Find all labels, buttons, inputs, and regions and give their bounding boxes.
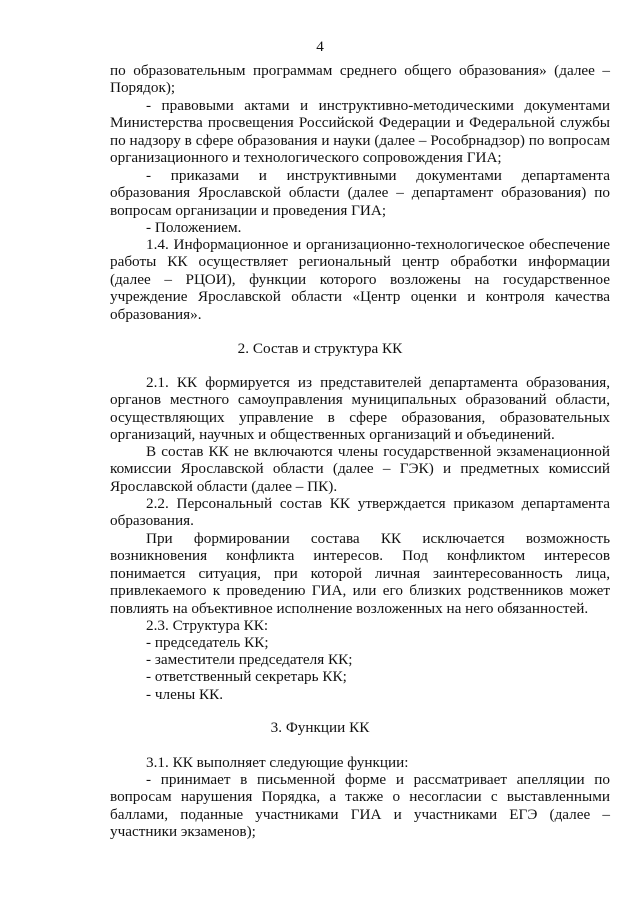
- paragraph-1-4: 1.4. Информационное и организационно-технологическое обеспечение работы КК осуществляет региональный центр обработки информации (далее – РЦОИ), функции которого возложены на государственное учреждение Ярославской области «Центр оценки и контроля качества образования».: [110, 236, 610, 323]
- paragraph: При формировании состава КК исключается возможность возникновения конфликта интересов. Под конфликтом интересов понимается ситуация, при которой личная заинтересованность лица, привлекаемого к проведению ГИА, или его близких родственников может повлиять на объективное исполнение возложенных на него обязанностей.: [110, 530, 610, 617]
- paragraph-2-3: 2.3. Структура КК:: [146, 617, 269, 634]
- paragraph: В состав КК не включаются члены государственной экзаменационной комиссии Ярославской области (далее – ГЭК) и предметных комиссий Ярославской области (далее – ПК).: [110, 443, 610, 495]
- list-item: - члены КК.: [146, 686, 223, 703]
- paragraph-3-1: 3.1. КК выполняет следующие функции:: [146, 754, 409, 771]
- paragraph-list-item: - принимает в письменной форме и рассматривает апелляции по вопросам нарушения Порядка, а также о несогласии с выставленными баллами, поданные участниками ГИА и участниками ЕГЭ (далее – участники экзаменов);: [110, 771, 610, 841]
- paragraph-continuation: по образовательным программам среднего общего образования» (далее – Порядок);: [110, 62, 610, 97]
- paragraph-2-1: 2.1. КК формируется из представителей департамента образования, органов местного самоуправления муниципальных образований области, осуществляющих управление в сфере образования, образовательных организаций, научных и общественных организаций и объединений.: [110, 374, 610, 444]
- paragraph-2-2: 2.2. Персональный состав КК утверждается приказом департамента образования.: [110, 495, 610, 530]
- list-item: - председатель КК;: [146, 634, 269, 651]
- page-number: 4: [316, 38, 324, 55]
- section-heading-3: 3. Функции КК: [270, 719, 370, 736]
- paragraph-list-item: - приказами и инструктивными документами департамента образования Ярославской области (далее – департамент образования) по вопросам организации и проведения ГИА;: [110, 167, 610, 219]
- paragraph-list-item: - правовыми актами и инструктивно-методическими документами Министерства просвещения Российской Федерации и Федеральной службы по надзору в сфере образования и науки (далее – Рособрнадзор) по вопросам организационного и технологического сопровождения ГИА;: [110, 97, 610, 167]
- list-item: - заместители председателя КК;: [146, 651, 353, 668]
- list-item: - ответственный секретарь КК;: [146, 668, 347, 685]
- section-heading-2: 2. Состав и структура КК: [237, 340, 403, 357]
- paragraph-list-item: - Положением.: [146, 219, 242, 236]
